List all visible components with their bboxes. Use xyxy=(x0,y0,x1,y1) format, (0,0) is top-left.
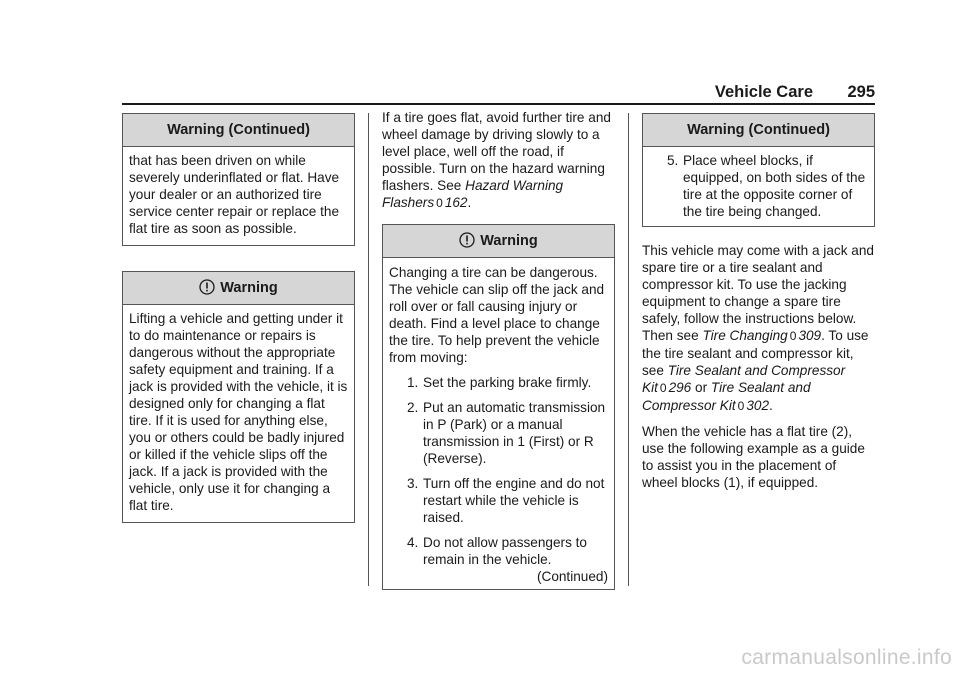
reference-link[interactable]: Tire Changing xyxy=(702,328,788,343)
column-divider-1 xyxy=(368,113,369,586)
warning-text: that has been driven on while severely underinflated or flat. Have your dealer or an authorized tire service center repair or replace the flat tire as soon as possible. xyxy=(129,153,340,236)
reference-link[interactable]: Tire Sealant and Compressor Kit xyxy=(642,380,811,413)
warning-box-title: Warning (Continued) xyxy=(643,114,874,147)
warning-icon xyxy=(199,275,215,291)
reference-page[interactable]: 302 xyxy=(746,398,770,413)
section-title: Vehicle Care xyxy=(714,83,813,101)
intro-text: If a tire goes flat, avoid further tire and wheel damage by driving slowly to a level place, well off the road, if possible. Turn on the hazard warning flashers. See xyxy=(382,110,611,193)
warning-box-jack xyxy=(122,271,355,523)
warning-box-title xyxy=(383,225,614,258)
warning-text: Changing a tire can be dangerous. The vehicle can slip off the jack and roll over or fall causing injury or death. Find a level place to change the tire. To help prevent the vehicle from moving: xyxy=(389,265,605,365)
page-number: 295 xyxy=(847,83,875,101)
list-item: 4. Do not allow passengers to remain in the vehicle. xyxy=(407,535,587,567)
column-3 xyxy=(642,113,875,491)
warning-label: Warning xyxy=(480,233,538,249)
warning-text: Lifting a vehicle and getting under it to do maintenance or repairs is dangerous without the appropriate safety equipment and training. If a jack is provided with the vehicle, it is designed only for changing a flat tire. If it is used for anything else, you or others could be badly injured or killed if the vehicle slips off the jack. If a jack is provided with the vehicle, only use it for changing a flat tire. xyxy=(129,311,348,513)
column-2 xyxy=(382,109,615,590)
warning-continued-box xyxy=(642,113,875,227)
page-ref-icon: 0 xyxy=(789,329,797,343)
continued-label: (Continued) xyxy=(536,569,608,584)
list-item: 3. Turn off the engine and do not restart while the vehicle is raised. xyxy=(407,476,605,525)
page-ref-icon: 0 xyxy=(737,399,745,413)
jack-kit-paragraph: This vehicle may come with a jack and spare tire or a tire sealant and compressor kit. To use the jacking equipment to change a spare tire safely, follow the instructions below. Then see Tire Changing 0 309. To use the tire sealant and compressor kit, see Tire Sealant and Compressor Kit 0 296 or Tire Sealant and Compressor Kit 0 302. xyxy=(642,243,874,413)
reference-page[interactable]: 309 xyxy=(798,328,822,343)
watermark: carmanualsonline.info xyxy=(741,646,952,669)
step-list xyxy=(389,374,608,568)
warning-continued-box xyxy=(122,113,355,246)
reference-page[interactable]: 162 xyxy=(444,195,468,210)
warning-label: Warning xyxy=(220,280,278,296)
page-header xyxy=(122,85,875,105)
flat-tire-intro: If a tire goes flat, avoid further tire and wheel damage by driving slowly to a level place, well off the road, if possible. Turn on the hazard warning flashers. See Hazard Warning Flashers 0 162. xyxy=(382,110,611,210)
page-ref-icon: 0 xyxy=(436,196,443,210)
reference-link[interactable]: Tire Sealant and Compressor Kit xyxy=(642,363,846,395)
step-list xyxy=(649,152,868,220)
column-1 xyxy=(122,113,355,523)
list-item: 1. Set the parking brake firmly. xyxy=(407,375,592,390)
warning-icon xyxy=(459,228,475,244)
reference-link[interactable]: Hazard Warning Flashers xyxy=(382,178,564,210)
warning-box-tire-change xyxy=(382,224,615,590)
reference-page[interactable]: 296 xyxy=(668,380,692,395)
page-ref-icon: 0 xyxy=(659,381,667,395)
list-item: 5. Place wheel blocks, if equipped, on both sides of the tire at the opposite corner of the tire being changed. xyxy=(667,153,866,219)
warning-box-title: Warning (Continued) xyxy=(123,114,354,147)
warning-box-title xyxy=(123,272,354,305)
wheel-blocks-paragraph: When the vehicle has a flat tire (2), use the following example as a guide to assist you in the placement of wheel blocks (1), if equipped. xyxy=(642,424,865,490)
column-divider-2 xyxy=(628,113,629,586)
list-item: 2. Put an automatic transmission in P (Park) or a manual transmission in 1 (First) or R (Reverse). xyxy=(407,400,606,466)
